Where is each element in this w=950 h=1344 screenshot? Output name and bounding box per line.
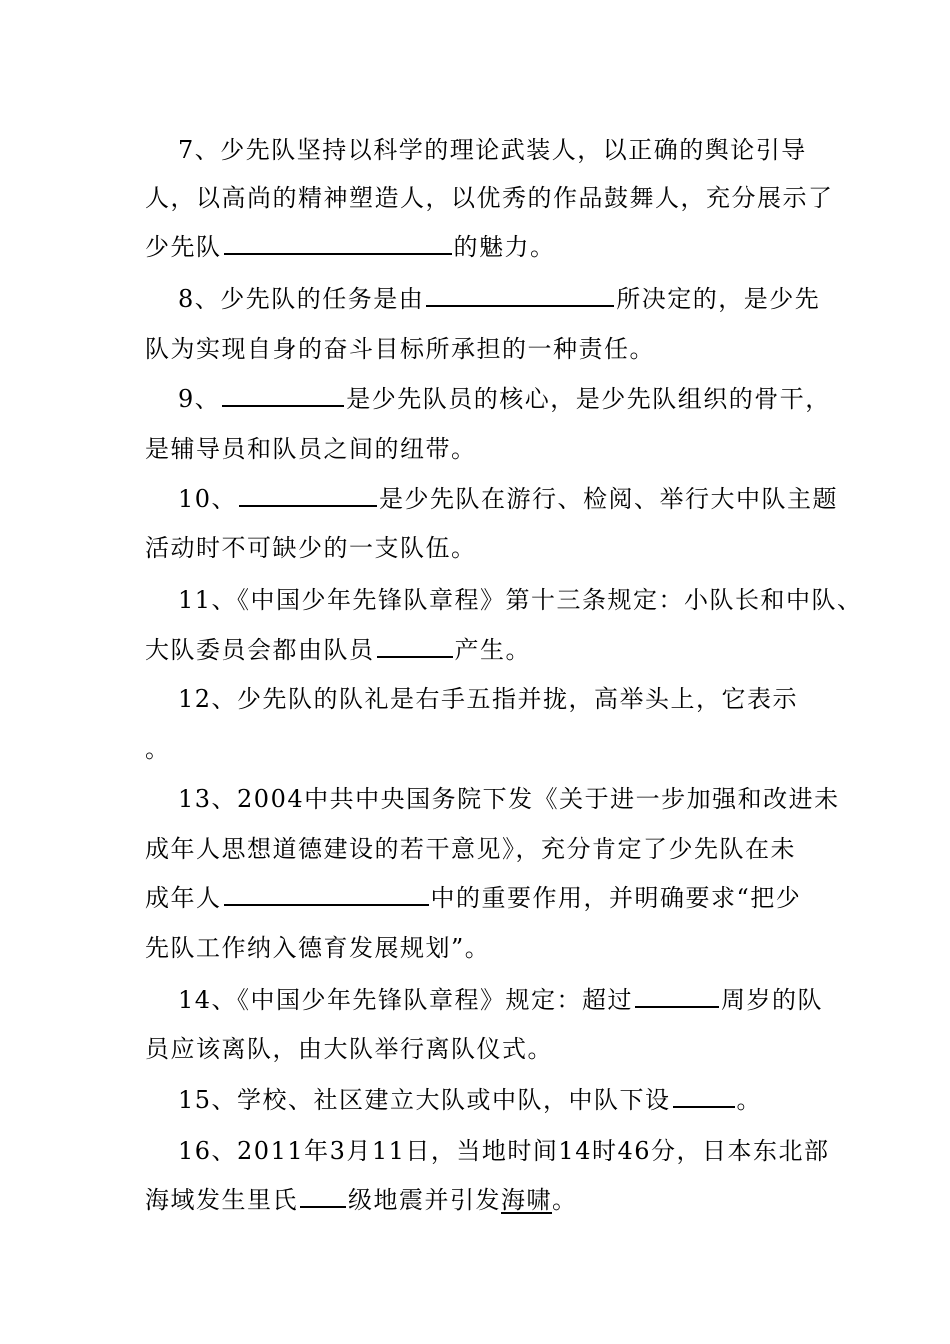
question-13-line-1: [178, 781, 840, 817]
question-16-text: 。: [552, 1186, 578, 1214]
tsunami-link-text[interactable]: 海啸: [501, 1186, 552, 1214]
question-10-text: 是少先队在游行、检阅、举行大中队主题: [379, 485, 839, 513]
question-15-text: 15、学校、社区建立大队或中队，中队下设: [178, 1086, 671, 1114]
answer-blank[interactable]: [239, 483, 377, 507]
question-7-line-2: [145, 180, 834, 216]
question-8-text: 所决定的，是少先: [616, 285, 821, 313]
question-14-text: 14、《中国少年先锋队章程》规定：超过: [178, 986, 634, 1014]
question-8-text: 8、少先队的任务是由: [178, 285, 425, 313]
question-12-text: 。: [145, 735, 171, 763]
question-13-line-4: [145, 930, 820, 966]
question-11-text: 产生。: [454, 636, 531, 664]
question-14-text: 员应该离队，由大队举行离队仪式。: [145, 1035, 553, 1063]
question-7-line-1: [178, 132, 820, 168]
question-13-text: 先队工作纳入德育发展规划”。: [145, 934, 491, 962]
question-13-text: 13、2004中共中央国务院下发《关于进一步加强和改进未: [178, 785, 840, 813]
question-11-text: 大队委员会都由队员: [145, 636, 375, 664]
question-12-line-2: [145, 731, 820, 767]
question-16-line-1: [178, 1133, 830, 1169]
question-13-line-2: [145, 831, 820, 867]
question-14-text: 周岁的队: [721, 986, 824, 1014]
question-11-text: 11、《中国少年先锋队章程》第十三条规定：小队长和中队、: [178, 586, 863, 614]
answer-blank[interactable]: [426, 283, 614, 307]
question-7-text: 少先队: [145, 233, 222, 261]
question-13-text: 成年人思想道德建设的若干意见》，充分肯定了少先队在未: [145, 835, 796, 863]
question-12-text: 12、少先队的队礼是右手五指并拢，高举头上，它表示: [178, 685, 799, 713]
answer-blank[interactable]: [300, 1184, 346, 1208]
answer-blank[interactable]: [377, 634, 453, 658]
question-15-line-1: [178, 1082, 820, 1118]
question-13-line-3: [145, 880, 820, 916]
question-8-text: 队为实现自身的奋斗目标所承担的一种责任。: [145, 335, 655, 363]
question-16-text: 级地震并引发: [348, 1186, 501, 1214]
question-12-line-1: [178, 681, 820, 717]
question-14-line-2: [145, 1031, 820, 1067]
question-9-text: 是辅导员和队员之间的纽带。: [145, 435, 477, 463]
answer-blank[interactable]: [224, 231, 452, 255]
question-9-line-1: [178, 381, 831, 417]
question-7-text: 的魅力。: [453, 233, 556, 261]
question-13-text: 成年人: [145, 884, 222, 912]
question-16-text: 海域发生里氏: [145, 1186, 298, 1214]
answer-blank[interactable]: [222, 383, 344, 407]
question-10-line-2: [145, 530, 820, 566]
question-10-text: 10、: [178, 485, 238, 513]
question-9-text: 9、: [178, 385, 221, 413]
question-13-text: 中的重要作用，并明确要求“把少: [430, 884, 802, 912]
question-11-line-1: [178, 582, 863, 618]
question-11-line-2: [145, 632, 820, 668]
answer-blank[interactable]: [635, 984, 719, 1008]
answer-blank[interactable]: [224, 882, 429, 906]
question-9-text: 是少先队员的核心，是少先队组织的骨干，: [346, 385, 831, 413]
question-10-line-1: [178, 481, 839, 517]
question-16-line-2: [145, 1182, 820, 1218]
question-8-line-2: [145, 331, 820, 367]
question-10-text: 活动时不可缺少的一支队伍。: [145, 534, 477, 562]
question-14-line-1: [178, 982, 824, 1018]
question-16-text: 16、2011年3月11日，当地时间14时46分，日本东北部: [178, 1137, 830, 1165]
question-7-line-3: [145, 229, 820, 265]
question-8-line-1: [178, 281, 820, 317]
answer-blank[interactable]: [673, 1084, 735, 1108]
question-9-line-2: [145, 431, 820, 467]
question-15-text: 。: [736, 1086, 763, 1114]
question-7-text: 人，以高尚的精神塑造人，以优秀的作品鼓舞人，充分展示了: [145, 184, 834, 212]
question-7-text: 7、少先队坚持以科学的理论武装人，以正确的舆论引导: [178, 136, 807, 164]
